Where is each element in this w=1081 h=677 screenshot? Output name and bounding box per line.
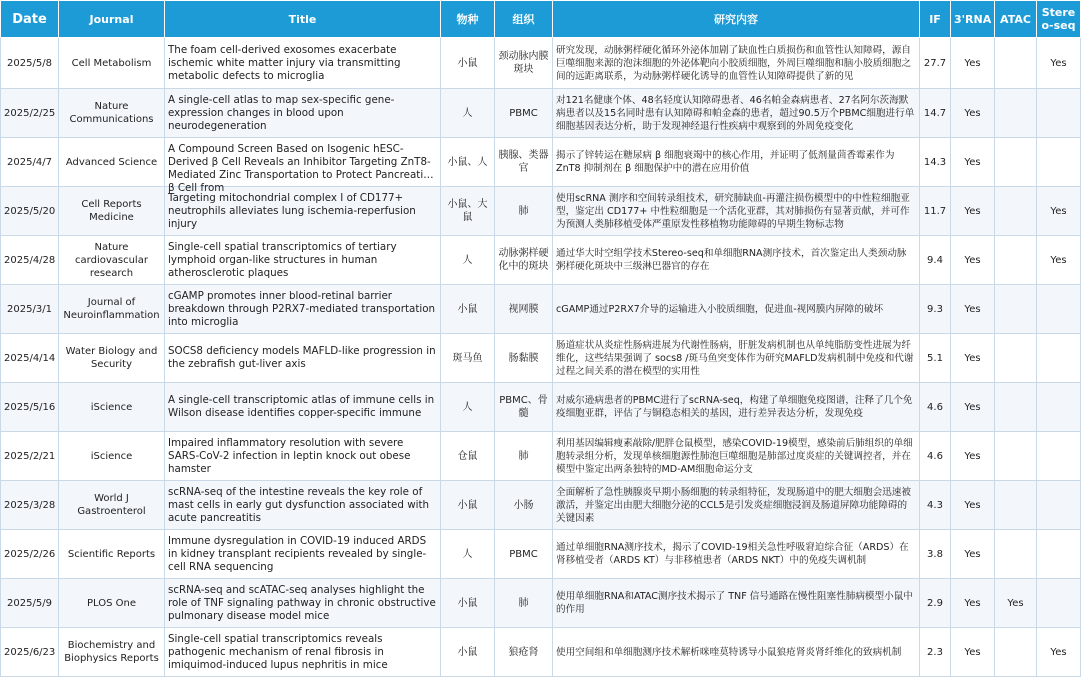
cell-if [920, 38, 951, 89]
cell-research [553, 89, 920, 138]
cell-3rna-text: Yes [964, 205, 981, 217]
cell-if-text: 27.7 [923, 57, 947, 69]
cell-journal [59, 38, 165, 89]
cell-title-text: Single-cell spatial transcriptomics of tertiary lymphoid organ-like structures in human atherosclerotic plaques [168, 240, 397, 279]
cell-tissue [495, 89, 553, 138]
cell-tissue-text: PBMC、骨髓 [499, 395, 548, 419]
cell-journal-text: Cell Reports Medicine [81, 199, 142, 223]
cell-if [920, 579, 951, 628]
cell-date-text: 2025/3/28 [4, 499, 56, 511]
cell-title [165, 432, 441, 481]
cell-3rna [951, 579, 995, 628]
cell-3rna-text: Yes [964, 303, 981, 315]
cell-research-text: 使用空间组和单细胞测序技术解析咪喹莫特诱导小鼠狼疮肾炎肾纤维化的致病机制 [556, 646, 902, 658]
cell-journal-text: World J Gastroenterol [77, 493, 146, 517]
cell-date [1, 138, 59, 187]
cell-date [1, 530, 59, 579]
cell-title-text: SOCS8 deficiency models MAFLD-like progression in the zebrafish gut-liver axis [168, 345, 436, 370]
cell-title-text: A single-cell atlas to map sex-specific gene-expression changes in blood upon neurodegeneration [168, 93, 395, 132]
cell-3rna-text: Yes [964, 597, 981, 609]
cell-research [553, 236, 920, 285]
cell-stereo [1037, 530, 1081, 579]
cell-atac-text: Yes [1007, 597, 1024, 609]
table-row [1, 236, 1081, 285]
cell-3rna [951, 481, 995, 530]
cell-if [920, 187, 951, 236]
cell-research [553, 383, 920, 432]
table-row [1, 432, 1081, 481]
cell-title [165, 285, 441, 334]
cell-3rna [951, 138, 995, 187]
table-row [1, 530, 1081, 579]
cell-tissue-text: 肺 [518, 597, 529, 609]
cell-3rna [951, 383, 995, 432]
cell-atac [995, 432, 1037, 481]
cell-if-text: 4.6 [927, 450, 943, 462]
cell-research-text: 通过华大时空组学技术Stereo-seq和单细胞RNA测序技术，首次鉴定出人类颈动脉粥样硬化斑块中三级淋巴器官的存在 [556, 248, 907, 272]
cell-title-text: A single-cell transcriptomic atlas of immune cells in Wilson disease identifies copper-specific immune [168, 394, 435, 419]
cell-if [920, 334, 951, 383]
cell-date-text: 2025/5/8 [7, 57, 52, 69]
cell-3rna-text: Yes [964, 57, 981, 69]
cell-atac [995, 38, 1037, 89]
cell-stereo [1037, 38, 1081, 89]
cell-journal-text: iScience [90, 401, 133, 413]
cell-journal [59, 383, 165, 432]
header-species: 物种 [441, 1, 495, 38]
cell-3rna-text: Yes [964, 156, 981, 168]
cell-research [553, 38, 920, 89]
cell-research-text: 研究发现，动脉粥样硬化循环外泌体加剧了缺血性白质损伤和血管性认知障碍，源自巨噬细胞来源的泡沫细胞的外泌体靶向小胶质细胞，外周巨噬细胞和脑小胶质细胞之间的远距离联系，为动脉粥样硬化诱导的血管性认知障碍提供了新的见 [556, 44, 911, 82]
cell-tissue [495, 334, 553, 383]
header-title: Title [165, 1, 441, 38]
cell-date [1, 383, 59, 432]
table-row [1, 628, 1081, 677]
cell-tissue [495, 530, 553, 579]
cell-species-text: 仓鼠 [457, 450, 478, 462]
cell-if-text: 2.3 [927, 646, 943, 658]
cell-if-text: 14.3 [923, 156, 947, 168]
cell-date-text: 2025/4/14 [4, 352, 56, 364]
cell-3rna-text: Yes [964, 646, 981, 658]
cell-atac [995, 236, 1037, 285]
cell-species [441, 38, 495, 89]
cell-if-text: 2.9 [927, 597, 943, 609]
cell-atac [995, 383, 1037, 432]
cell-tissue-text: 颈动脉内膜斑块 [498, 51, 549, 75]
cell-tissue [495, 38, 553, 89]
cell-3rna-text: Yes [964, 254, 981, 266]
cell-date-text: 2025/4/28 [4, 254, 56, 266]
cell-date-text: 2025/5/20 [4, 205, 56, 217]
cell-species-text: 小鼠 [457, 303, 478, 315]
cell-atac [995, 285, 1037, 334]
cell-journal-text: Cell Metabolism [71, 57, 152, 69]
cell-research [553, 285, 920, 334]
cell-3rna-text: Yes [964, 107, 981, 119]
cell-tissue-text: 狼疮肾 [508, 646, 539, 658]
cell-stereo [1037, 383, 1081, 432]
cell-stereo [1037, 138, 1081, 187]
cell-research [553, 579, 920, 628]
cell-if [920, 383, 951, 432]
cell-species-text: 小鼠 [457, 597, 478, 609]
cell-date [1, 432, 59, 481]
cell-tissue-text: PBMC [509, 107, 538, 119]
cell-tissue [495, 432, 553, 481]
cell-journal-text: iScience [90, 450, 133, 462]
cell-title [165, 579, 441, 628]
table-row [1, 481, 1081, 530]
cell-3rna-text: Yes [964, 401, 981, 413]
table-row [1, 285, 1081, 334]
cell-if [920, 481, 951, 530]
cell-3rna [951, 432, 995, 481]
cell-species-text: 人 [462, 548, 473, 560]
cell-atac [995, 187, 1037, 236]
cell-tissue [495, 187, 553, 236]
cell-title [165, 383, 441, 432]
cell-title [165, 89, 441, 138]
cell-species-text: 小鼠 [457, 646, 478, 658]
cell-species [441, 530, 495, 579]
cell-species-text: 斑马鱼 [452, 352, 483, 364]
cell-stereo [1037, 579, 1081, 628]
cell-title-text: scRNA-seq and scATAC-seq analyses highlight the role of TNF signaling pathway in chronic obstructive pulmonary disease model mice [168, 583, 436, 622]
cell-research-text: 对威尔逊病患者的PBMC进行了scRNA-seq，构建了单细胞免疫图谱，注释了几个免疫细胞亚群，评估了与铜稳态相关的基因，进行差异表达分析，发现免疫 [556, 395, 913, 419]
table-row [1, 383, 1081, 432]
cell-title [165, 530, 441, 579]
cell-date [1, 89, 59, 138]
cell-stereo [1037, 236, 1081, 285]
cell-journal-text: Water Biology and Security [65, 346, 158, 370]
cell-3rna [951, 285, 995, 334]
cell-research [553, 481, 920, 530]
cell-title-text: Single-cell spatial transcriptomics reveals pathogenic mechanism of renal fibrosis in imiquimod-induced lupus nephritis in mice [168, 632, 388, 671]
cell-stereo [1037, 334, 1081, 383]
cell-3rna [951, 628, 995, 677]
cell-species [441, 481, 495, 530]
cell-journal-text: Advanced Science [65, 156, 158, 168]
cell-title-text: scRNA-seq of the intestine reveals the key role of mast cells in early gut dysfunction associated with acute pancreatitis [168, 485, 430, 524]
cell-journal-text: Biochemistry and Biophysics Reports [64, 640, 159, 664]
cell-journal [59, 628, 165, 677]
cell-tissue [495, 579, 553, 628]
cell-if [920, 236, 951, 285]
cell-if-text: 14.7 [923, 107, 947, 119]
cell-atac [995, 334, 1037, 383]
cell-if-text: 11.7 [923, 205, 947, 217]
cell-journal [59, 89, 165, 138]
cell-stereo [1037, 89, 1081, 138]
cell-journal [59, 334, 165, 383]
cell-date [1, 334, 59, 383]
cell-if [920, 432, 951, 481]
cell-journal [59, 432, 165, 481]
cell-journal [59, 285, 165, 334]
cell-research [553, 530, 920, 579]
cell-tissue [495, 138, 553, 187]
cell-species-text: 小鼠、大鼠 [447, 199, 488, 223]
header-journal: Journal [59, 1, 165, 38]
cell-title [165, 236, 441, 285]
cell-title [165, 334, 441, 383]
cell-species-text: 小鼠、人 [447, 156, 488, 168]
cell-date-text: 2025/5/16 [4, 401, 56, 413]
cell-date-text: 2025/2/25 [4, 107, 56, 119]
cell-title-text: cGAMP promotes inner blood-retinal barrier breakdown through P2RX7-mediated transportation into microglia [168, 289, 436, 328]
table-row [1, 89, 1081, 138]
cell-date-text: 2025/2/21 [4, 450, 56, 462]
cell-if [920, 530, 951, 579]
cell-stereo [1037, 285, 1081, 334]
cell-research [553, 334, 920, 383]
header-row [1, 1, 1081, 38]
cell-tissue-text: 视网膜 [508, 303, 539, 315]
header-atac: ATAC [995, 1, 1037, 38]
cell-journal-text: Nature Communications [69, 101, 154, 125]
cell-tissue-text: 肺 [518, 205, 529, 217]
cell-date [1, 579, 59, 628]
cell-journal-text: PLOS One [86, 597, 136, 609]
cell-3rna-text: Yes [964, 548, 981, 560]
cell-atac [995, 579, 1037, 628]
cell-date [1, 187, 59, 236]
cell-species-text: 小鼠 [457, 499, 478, 511]
cell-title [165, 38, 441, 89]
table-row [1, 38, 1081, 89]
cell-if [920, 89, 951, 138]
cell-research-text: 全面解析了急性胰腺炎早期小肠细胞的转录组特征，发现肠道中的肥大细胞会迅速被激活，并鉴定出由肥大细胞分泌的CCL5是引发炎症细胞浸润及肠道屏障功能障碍的关键因素 [556, 486, 911, 524]
cell-date-text: 2025/2/26 [4, 548, 56, 560]
cell-title-text: Targeting mitochondrial complex I of CD177+ neutrophils alleviates lung ischemia-reperfusion injury [168, 191, 416, 230]
cell-date [1, 628, 59, 677]
cell-atac [995, 530, 1037, 579]
cell-if [920, 138, 951, 187]
cell-research-text: 使用scRNA 测序和空间转录组技术，研究肺缺血-再灌注损伤模型中的中性粒细胞亚型，鉴定出 CD177+ 中性粒细胞是一个活化亚群，其对肺损伤有显著贡献，并可作为预测人类肺移植受体严重原发性移植物功能障碍的早期生物标志物 [556, 192, 910, 230]
cell-journal [59, 236, 165, 285]
cell-research [553, 628, 920, 677]
cell-species [441, 579, 495, 628]
cell-species [441, 138, 495, 187]
cell-journal-text: Scientific Reports [67, 548, 156, 560]
cell-research [553, 138, 920, 187]
cell-if-text: 4.3 [927, 499, 943, 511]
cell-journal-text: Nature cardiovascular research [75, 241, 148, 279]
cell-atac [995, 138, 1037, 187]
cell-title-text: Immune dysregulation in COVID-19 induced ARDS in kidney transplant recipients revealed by single-cell RNA sequencing [168, 534, 427, 573]
table-row [1, 334, 1081, 383]
cell-if [920, 628, 951, 677]
cell-species-text: 人 [462, 401, 473, 413]
table-row [1, 138, 1081, 187]
cell-atac [995, 628, 1037, 677]
header-3rna: 3'RNA [951, 1, 995, 38]
cell-3rna-text: Yes [964, 499, 981, 511]
cell-species-text: 人 [462, 254, 473, 266]
cell-atac [995, 481, 1037, 530]
cell-if-text: 9.3 [927, 303, 943, 315]
cell-if-text: 5.1 [927, 352, 943, 364]
cell-title [165, 187, 441, 236]
cell-species [441, 187, 495, 236]
cell-stereo [1037, 187, 1081, 236]
cell-tissue [495, 628, 553, 677]
cell-date [1, 38, 59, 89]
cell-3rna [951, 38, 995, 89]
header-research: 研究内容 [553, 1, 920, 38]
cell-stereo-text: Yes [1050, 57, 1067, 69]
cell-research-text: 肠道症状从炎症性肠病进展为代谢性肠病，肝脏发病机制也从单纯脂肪变性进展为纤维化，这些结果强调了 socs8 /斑马鱼突变体作为研究MAFLD发病机制中免疫和代谢过程之间关系的潜在模型的实用性 [556, 339, 914, 377]
cell-journal [59, 187, 165, 236]
cell-species [441, 285, 495, 334]
cell-species [441, 334, 495, 383]
cell-title [165, 481, 441, 530]
cell-species-text: 人 [462, 107, 473, 119]
cell-if-text: 4.6 [927, 401, 943, 413]
cell-species [441, 432, 495, 481]
cell-research-text: 通过单细胞RNA测序技术，揭示了COVID-19相关急性呼吸窘迫综合征（ARDS）在肾移植受者（ARDS KT）与非移植患者（ARDS NKT）中的免疫失调机制 [556, 542, 909, 566]
cell-date [1, 236, 59, 285]
cell-stereo-text: Yes [1050, 205, 1067, 217]
cell-stereo [1037, 628, 1081, 677]
cell-date-text: 2025/5/9 [7, 597, 52, 609]
cell-journal [59, 138, 165, 187]
cell-date-text: 2025/6/23 [4, 646, 56, 658]
cell-species-text: 小鼠 [457, 57, 478, 69]
cell-3rna-text: Yes [964, 450, 981, 462]
cell-research-text: cGAMP通过P2RX7介导的运输进入小胶质细胞，促进血-视网膜内屏障的破坏 [556, 303, 884, 315]
cell-species [441, 628, 495, 677]
cell-date-text: 2025/4/7 [7, 156, 52, 168]
header-tissue: 组织 [495, 1, 553, 38]
cell-journal [59, 579, 165, 628]
cell-tissue [495, 481, 553, 530]
cell-if-text: 9.4 [927, 254, 943, 266]
cell-3rna [951, 187, 995, 236]
cell-title [165, 628, 441, 677]
table-row [1, 187, 1081, 236]
cell-tissue-text: 肠黏膜 [508, 352, 539, 364]
cell-research-text: 使用单细胞RNA和ATAC测序技术揭示了 TNF 信号通路在慢性阻塞性肺病模型小鼠中的作用 [556, 591, 913, 615]
cell-tissue-text: 肺 [518, 450, 529, 462]
cell-title-text: A Compound Screen Based on Isogenic hESC-Derived β Cell Reveals an Inhibitor Targeting ZnT8-Mediated Zinc Transportation to Protect Pancreatic β Cell from [168, 142, 431, 194]
cell-tissue-text: 小肠 [513, 499, 534, 511]
cell-title-text: Impaired inflammatory resolution with severe SARS-CoV-2 infection in leptin knock out obese hamster [168, 436, 411, 475]
cell-3rna [951, 530, 995, 579]
cell-3rna [951, 334, 995, 383]
cell-research-text: 利用基因编辑瘦素敲除/肥胖仓鼠模型，感染COVID-19模型，感染前后肺组织的单细胞转录组分析，发现单核细胞源性肺泡巨噬细胞是肺部过度炎症的关键调控者，并在模型中鉴定出两条独特的MD-AM细胞命运分支 [556, 437, 913, 475]
cell-tissue-text: 动脉粥样硬化中的斑块 [498, 248, 549, 272]
header-date: Date [1, 1, 59, 38]
header-stereo: Stere o-seq [1037, 1, 1081, 38]
cell-3rna [951, 89, 995, 138]
cell-research [553, 432, 920, 481]
cell-if-text: 3.8 [927, 548, 943, 560]
cell-stereo [1037, 432, 1081, 481]
cell-journal [59, 481, 165, 530]
cell-research-text: 对121名健康个体、48名轻度认知障碍患者、46名帕金森病患者、27名阿尔茨海默病患者以及15名同时患有认知障碍和帕金森的患者，超过90.5万个PBMC细胞进行单细胞基因表达分析，助于发现神经退行性疾病中观察到的外周免疫变化 [556, 94, 915, 132]
cell-species [441, 89, 495, 138]
cell-date [1, 285, 59, 334]
cell-title [165, 138, 441, 194]
cell-tissue [495, 236, 553, 285]
table-row [1, 579, 1081, 628]
cell-date [1, 481, 59, 530]
cell-title-text: The foam cell-derived exosomes exacerbate ischemic white matter injury via transmitting metabolic defects to microglia [168, 43, 401, 82]
cell-3rna-text: Yes [964, 352, 981, 364]
cell-stereo [1037, 481, 1081, 530]
cell-tissue [495, 383, 553, 432]
cell-research [553, 187, 920, 236]
cell-research-text: 揭示了锌转运在糖尿病 β 细胞衰竭中的核心作用，并证明了低剂量茴香霉素作为 ZnT8 抑制剂在 β 细胞保护中的潜在应用价值 [556, 150, 895, 174]
cell-if [920, 285, 951, 334]
cell-species [441, 236, 495, 285]
cell-tissue-text: 胰腺、类器官 [498, 150, 549, 174]
cell-3rna [951, 236, 995, 285]
cell-journal-text: Journal of Neuroinflammation [63, 297, 160, 321]
header-if: IF [920, 1, 951, 38]
cell-atac [995, 89, 1037, 138]
cell-date-text: 2025/3/1 [7, 303, 52, 315]
cell-stereo-text: Yes [1050, 254, 1067, 266]
cell-tissue [495, 285, 553, 334]
cell-stereo-text: Yes [1050, 646, 1067, 658]
cell-journal [59, 530, 165, 579]
cell-species [441, 383, 495, 432]
cell-tissue-text: PBMC [509, 548, 538, 560]
